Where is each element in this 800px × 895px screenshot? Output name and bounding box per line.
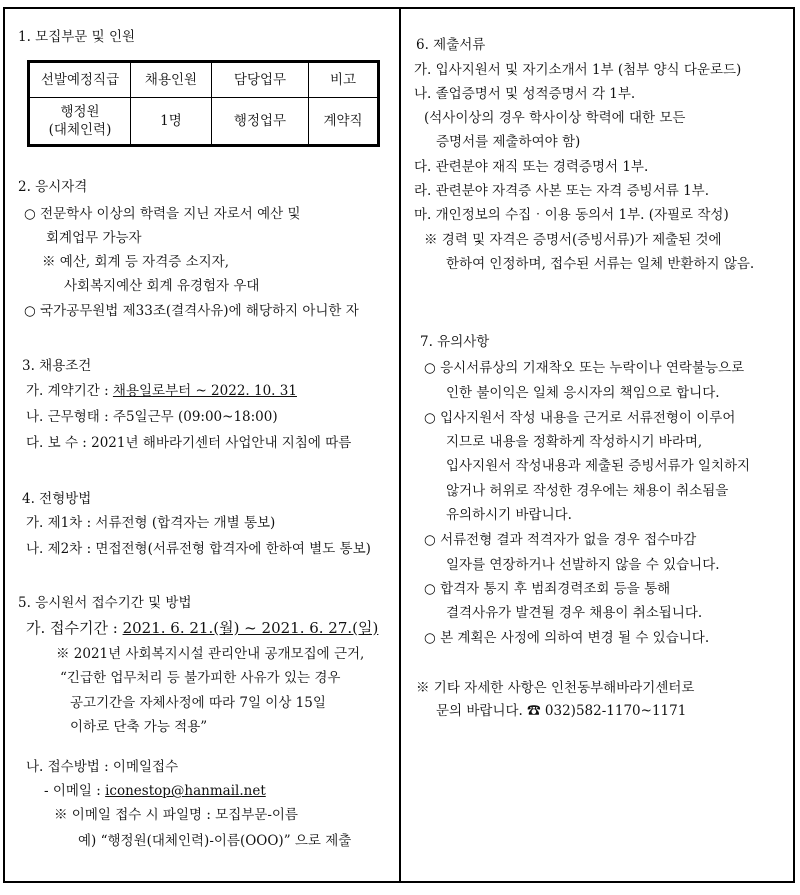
table-header-grade: 선발예정직급 xyxy=(30,63,131,98)
section-5-title: 5. 응시원서 접수기간 및 방법 xyxy=(18,595,192,611)
s2-line-2: 회계업무 가능자 xyxy=(46,230,142,246)
s7-line-11: 결격사유가 발견될 경우 채용이 취소됩니다. xyxy=(446,605,703,621)
s5-line-8: ※ 이메일 접수 시 파일명 : 모집부문-이름 xyxy=(54,807,298,823)
table-header-count: 채용인원 xyxy=(131,63,212,98)
s6-line-5: 다. 관련분야 재직 또는 경력증명서 1부. xyxy=(414,159,649,175)
email-link[interactable]: iconestop@hanmail.net xyxy=(105,783,266,799)
s3-line-3: 다. 보 수 : 2021년 해바라기센터 사업안내 지침에 따름 xyxy=(26,435,352,451)
s7-line-5: 입사지원서 작성내용과 제출된 증빙서류가 일치하지 xyxy=(446,458,751,474)
table-header-duty: 담당업무 xyxy=(212,63,309,98)
s2-line-1: ○ 전문학사 이상의 학력을 지닌 자로서 예산 및 xyxy=(24,206,301,222)
section-3-title: 3. 채용조건 xyxy=(22,358,92,374)
s6-line-2: 나. 졸업증명서 및 성적증명서 각 1부. xyxy=(414,86,636,102)
s5-line-4: 공고기간을 자체사정에 따라 7일 이상 15일 xyxy=(70,695,326,711)
s6-line-1: 가. 입사지원서 및 자기소개서 1부 (첨부 양식 다운로드) xyxy=(414,62,742,78)
section-6-title: 6. 제출서류 xyxy=(416,37,486,53)
s7-line-7: 유의하시기 바랍니다. xyxy=(446,507,572,523)
s7-line-4: 지므로 내용을 정확하게 작성하시기 바라며, xyxy=(446,434,703,450)
s5-line-2: ※ 2021년 사회복지시설 관리안내 공개모집에 근거, xyxy=(56,646,365,662)
s7-line-8: ○ 서류전형 결과 적격자가 없을 경우 접수마감 xyxy=(424,532,697,548)
recruit-table xyxy=(27,60,380,147)
s2-line-5: ○ 국가공무원법 제33조(결격사유)에 해당하지 아니한 자 xyxy=(24,303,359,319)
s7-line-9: 일자를 연장하거나 선발하지 않을 수 있습니다. xyxy=(446,557,720,573)
s7-line-1: ○ 응시서류상의 기재착오 또는 누락이나 연락불능으로 xyxy=(424,360,745,376)
s7-line-3: ○ 입사지원서 작성 내용을 근거로 서류전형이 이루어 xyxy=(424,410,736,426)
s6-line-3: (석사이상의 경우 학사이상 학력에 대한 모든 xyxy=(424,110,686,126)
s3-line-1: 가. 계약기간 : 채용일로부터 ~ 2022. 10. 31 xyxy=(26,383,297,399)
section-2-title: 2. 응시자격 xyxy=(18,179,88,195)
table-cell-grade: 행정원 (대체인력) xyxy=(30,98,131,145)
section-4-title: 4. 전형방법 xyxy=(22,491,92,507)
s6-line-8: ※ 경력 및 자격은 증명서(증빙서류)가 제출된 것에 xyxy=(424,232,722,248)
s7-line-10: ○ 합격자 통지 후 범죄경력조회 등을 통해 xyxy=(424,581,671,597)
s6-line-7: 마. 개인정보의 수집‧이용 동의서 1부. (자필로 작성) xyxy=(414,207,729,223)
table-cell-duty: 행정업무 xyxy=(212,98,309,145)
s5-line-7: - 이메일 : iconestop@hanmail.net xyxy=(44,783,266,799)
s5-line-6: 나. 접수방법 : 이메일접수 xyxy=(26,759,179,775)
s2-line-3: ※ 예산, 회계 등 자격증 소지자, xyxy=(42,254,229,270)
s5-line-9: 예) “행정원(대체인력)-이름(OOO)” 으로 제출 xyxy=(78,833,352,849)
s4-line-2: 나. 제2차 : 면접전형(서류전형 합격자에 한하여 별도 통보) xyxy=(26,541,371,557)
s7-line-2: 인한 불이익은 일체 응시자의 책임으로 합니다. xyxy=(446,385,720,401)
section-1-title: 1. 모집부문 및 인원 xyxy=(18,29,136,45)
s5-line-3: “긴급한 업무처리 등 불가피한 사유가 있는 경우 xyxy=(60,670,341,686)
s6-line-4: 증명서를 제출하여야 함) xyxy=(436,134,581,150)
column-divider xyxy=(399,7,401,883)
s2-line-4: 사회복지예산 회계 유경험자 우대 xyxy=(64,278,260,294)
s7-line-14: 문의 바랍니다. ☎ 032)582-1170~1171 xyxy=(436,703,687,719)
s6-line-9: 한하여 인정하며, 접수된 서류는 일체 반환하지 않음. xyxy=(446,256,755,272)
s7-line-13: ※ 기타 자세한 사항은 인천동부해바라기센터로 xyxy=(416,680,695,696)
s5-line-1: 가. 접수기간 : 2021. 6. 21.(월) ~ 2021. 6. 27.(일) xyxy=(26,619,379,637)
table-cell-note: 계약직 xyxy=(309,98,378,145)
s5-line-5: 이하로 단축 가능 적용” xyxy=(70,719,208,735)
section-7-title: 7. 유의사항 xyxy=(420,334,490,350)
table-header-note: 비고 xyxy=(309,63,378,98)
s6-line-6: 라. 관련분야 자격증 사본 또는 자격 증빙서류 1부. xyxy=(414,183,709,199)
table-cell-count: 1명 xyxy=(131,98,212,145)
s7-line-6: 않거나 허위로 작성한 경우에는 채용이 취소됨을 xyxy=(446,483,729,499)
s7-line-12: ○ 본 계획은 사정에 의하여 변경 될 수 있습니다. xyxy=(424,630,710,646)
s4-line-1: 가. 제1차 : 서류전형 (합격자는 개별 통보) xyxy=(26,515,276,531)
s3-line-2: 나. 근무형태 : 주5일근무 (09:00~18:00) xyxy=(26,409,278,425)
